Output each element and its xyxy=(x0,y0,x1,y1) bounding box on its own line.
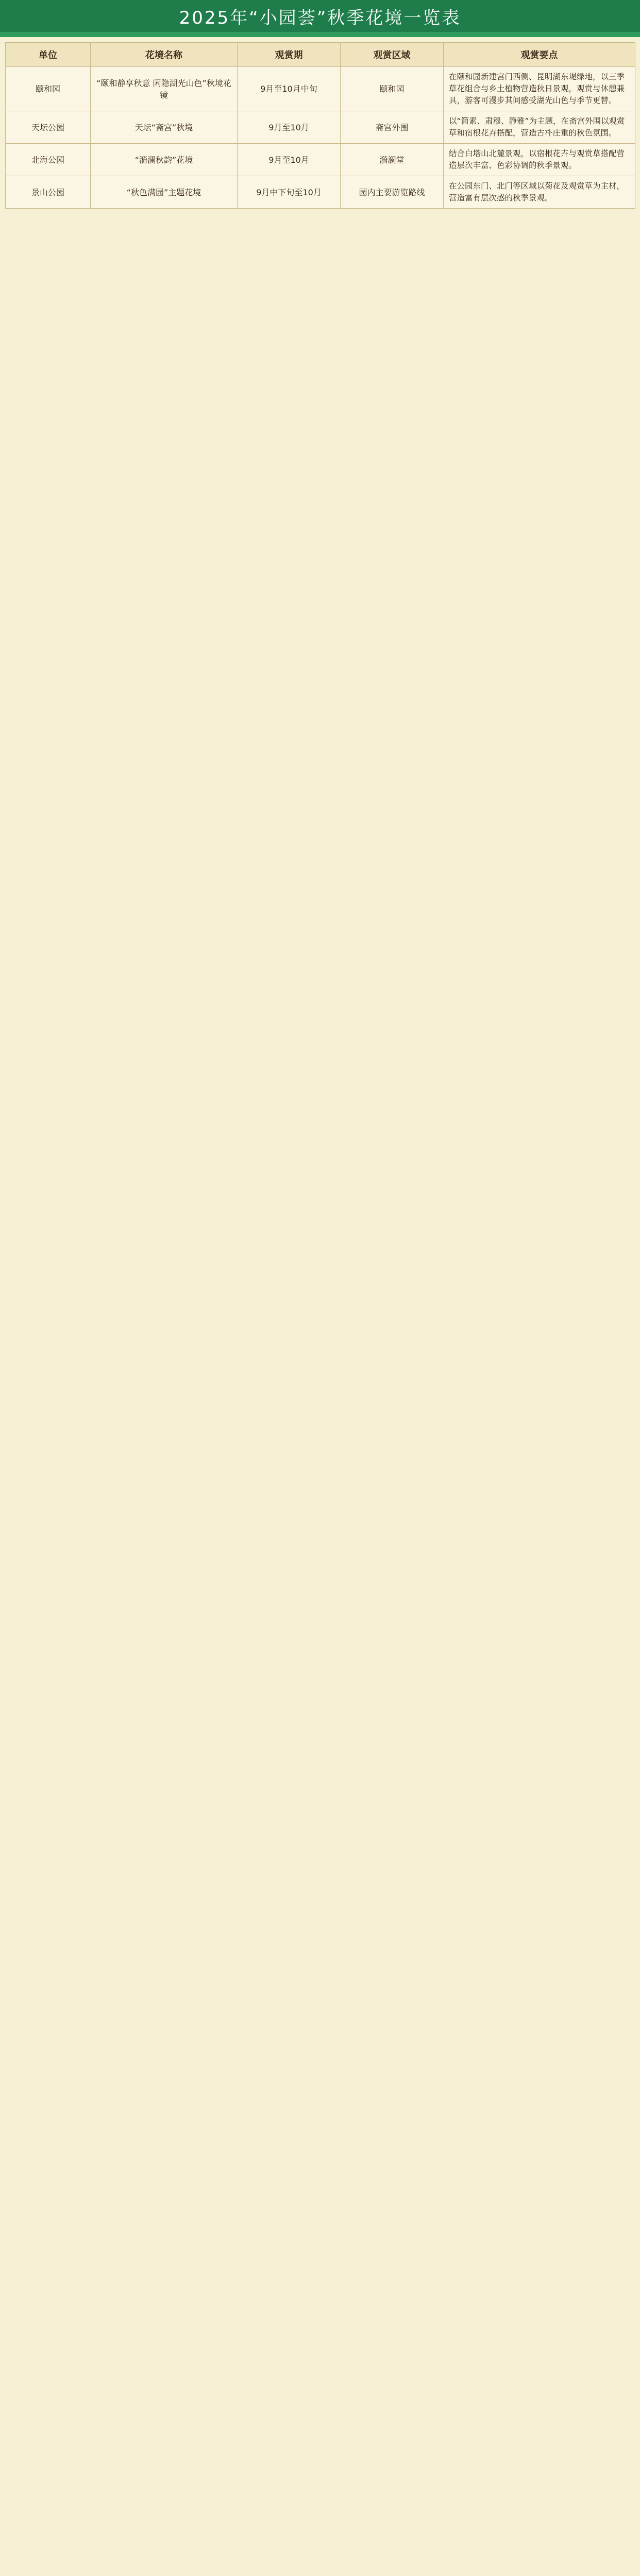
cell-unit: 北海公园 xyxy=(6,144,91,176)
cell-area: 斋宫外围 xyxy=(341,111,444,144)
cell-period: 9月至10月 xyxy=(238,144,341,176)
cell-highlights: 结合白塔山北麓景观，以宿根花卉与观赏草搭配营造层次丰富、色彩协调的秋季景观。 xyxy=(444,144,635,176)
cell-name: 天坛“斋宫”秋境 xyxy=(91,111,238,144)
column-header-unit: 单位 xyxy=(6,43,91,67)
cell-period: 9月至10月中旬 xyxy=(238,67,341,111)
cell-name: “颐和静享秋意 闲隐湖光山色”秋境花镜 xyxy=(91,67,238,111)
table-footer-space xyxy=(0,209,640,213)
cell-area: 漪澜堂 xyxy=(341,144,444,176)
cell-name: “漪澜秋韵”花境 xyxy=(91,144,238,176)
table-row xyxy=(6,111,635,144)
column-header-highlights: 观赏要点 xyxy=(444,43,635,67)
cell-unit: 景山公园 xyxy=(6,176,91,209)
cell-highlights: 在公园东门、北门等区域以菊花及观赏草为主材，营造富有层次感的秋季景观。 xyxy=(444,176,635,209)
cell-name: “秋色满园”主题花境 xyxy=(91,176,238,209)
title-divider xyxy=(0,32,640,37)
cell-unit: 颐和园 xyxy=(6,67,91,111)
column-header-name: 花境名称 xyxy=(91,43,238,67)
page-title: 2025年“小园荟”秋季花境一览表 xyxy=(0,0,640,32)
column-header-period: 观赏期 xyxy=(238,43,341,67)
cell-highlights: 在颐和园新建宫门西侧、昆明湖东堤绿地，以三季草花组合与乡土植物营造秋日景观，观赏与休憩兼具，游客可漫步其间感受湖光山色与季节更替。 xyxy=(444,67,635,111)
cell-unit: 天坛公园 xyxy=(6,111,91,144)
table-row xyxy=(6,176,635,209)
cell-area: 颐和园 xyxy=(341,67,444,111)
table-header-row xyxy=(6,43,635,67)
cell-highlights: 以“简素、肃穆、静雅”为主题，在斋宫外围以观赏草和宿根花卉搭配，营造古朴庄重的秋色氛围。 xyxy=(444,111,635,144)
cell-period: 9月中下旬至10月 xyxy=(238,176,341,209)
table-row xyxy=(6,144,635,176)
cell-period: 9月至10月 xyxy=(238,111,341,144)
autumn-flower-border-table xyxy=(5,42,635,209)
column-header-area: 观赏区域 xyxy=(341,43,444,67)
table-row xyxy=(6,67,635,111)
cell-area: 园内主要游览路线 xyxy=(341,176,444,209)
